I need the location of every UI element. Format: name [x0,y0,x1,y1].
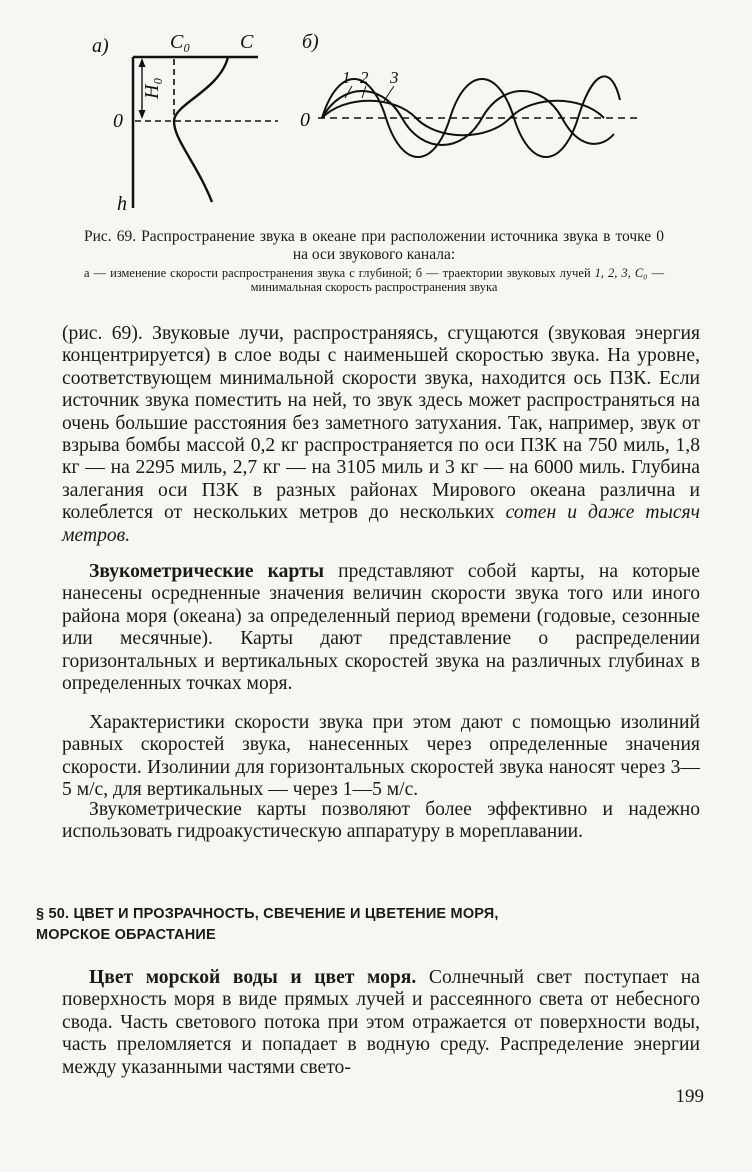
paragraph-4: Звукометрические карты позволяют более эффективно и надежно использовать гидроакустическую аппаратуру в мореплавании. [62,799,700,843]
legend-b: б — траектории звуковых лучей [415,266,591,280]
h0-arrow-bottom-icon [139,110,146,119]
h0-arrow-top-icon [139,58,146,67]
section-heading [36,904,636,946]
paragraph-1-text: (рис. 69). Звуковые лучи, распространяясь, сгущаются (звуковая энергия концентрируется) в слое воды с наименьшей скоростью звука. На уровне, соответствующем минимальной скорости звука, находится ось ПЗК. Если источник звука поместить на ней, то звук здесь может распространяться на очень большие расстояния без заметного затухания. Так, например, звук от взрыва бомбы массой 0,2 кг распространяется по оси ПЗК на 750 миль, 1,8 кг — на 2295 миль, 2,7 кг — на 3105 миль и 3 кг — на 6000 миль. Глубина залегания оси ПЗК в разных районах Мирового океана различна и колеблется от нескольких метров до нескольких [62,323,700,524]
panel-a-label: а) [92,35,109,57]
paragraph-3: Характеристики скорости звука при этом дают с помощью изолиний равных скоростей звука, нанесенных через определенные значения скорости. Изолинии для горизонтальных скоростей звука наносят через 3—5 м/с, для вертикальных — через 1—5 м/с. [62,712,700,801]
legend-c0-text: — минимальная скорость распространения звука [250,266,665,294]
page-number: 199 [675,1086,704,1107]
h0-label: H₀ [141,77,163,99]
legend-c0-symbol: C₀ [634,266,648,280]
ray-label-3: 3 [390,68,399,87]
ray-label-2: 2 [360,68,369,87]
paragraph-2-text: представляют собой карты, на которые нанесены осредненные значения величин скорости звука того или иного района моря (океана) за определенный период времени (годовые, сезонные или месячные). Карты дают представление о распределении горизонтальных и вертикальных скоростей звука на различных глубинах в определенных точках моря. [62,561,700,695]
paragraph-2 [62,561,700,695]
figure-caption-title: Рис. 69. Распространение звука в океане при расположении источника звука в точке 0 на оси звукового канала: [84,228,664,263]
legend-b-numbers: 1, 2, 3, [594,266,631,280]
paragraph-1-italic: сотен и даже тысяч метров. [62,502,701,546]
zero-label-b: 0 [300,109,310,131]
c0-label: C₀ [170,31,191,53]
section-heading-line-2: МОРСКОЕ ОБРАСТАНИЕ [36,927,216,943]
figure-69 [0,0,752,225]
c-label: C [240,31,254,53]
zero-label-a: 0 [113,110,123,132]
paragraph-2-term: Звукометрические карты [89,561,325,582]
h-label: h [117,193,127,215]
paragraph-5-text: Солнечный свет поступает на поверхность моря в виде прямых лучей и рассеянного света от небесного свода. Часть светового потока при этом отражается от поверхности воды, часть преломляется и попадает в водную среду. Распределение энергии между указанными частями свето- [62,967,700,1078]
section-heading-line-1: § 50. ЦВЕТ И ПРОЗРАЧНОСТЬ, СВЕЧЕНИЕ И ЦВЕТЕНИЕ МОРЯ, [36,906,499,922]
figure-caption-legend [84,266,664,294]
ray-3-leader [384,86,394,101]
sound-speed-profile [174,57,228,202]
ray-label-1: 1 [342,68,351,87]
paragraph-1 [62,323,700,547]
legend-a: а — изменение скорости распространения звука с глубиной; [84,266,412,280]
panel-b-label: б) [302,31,319,53]
paragraph-5-term: Цвет морской воды и цвет моря. [89,967,417,988]
paragraph-5 [62,967,700,1079]
sound-ray-1 [322,76,620,157]
